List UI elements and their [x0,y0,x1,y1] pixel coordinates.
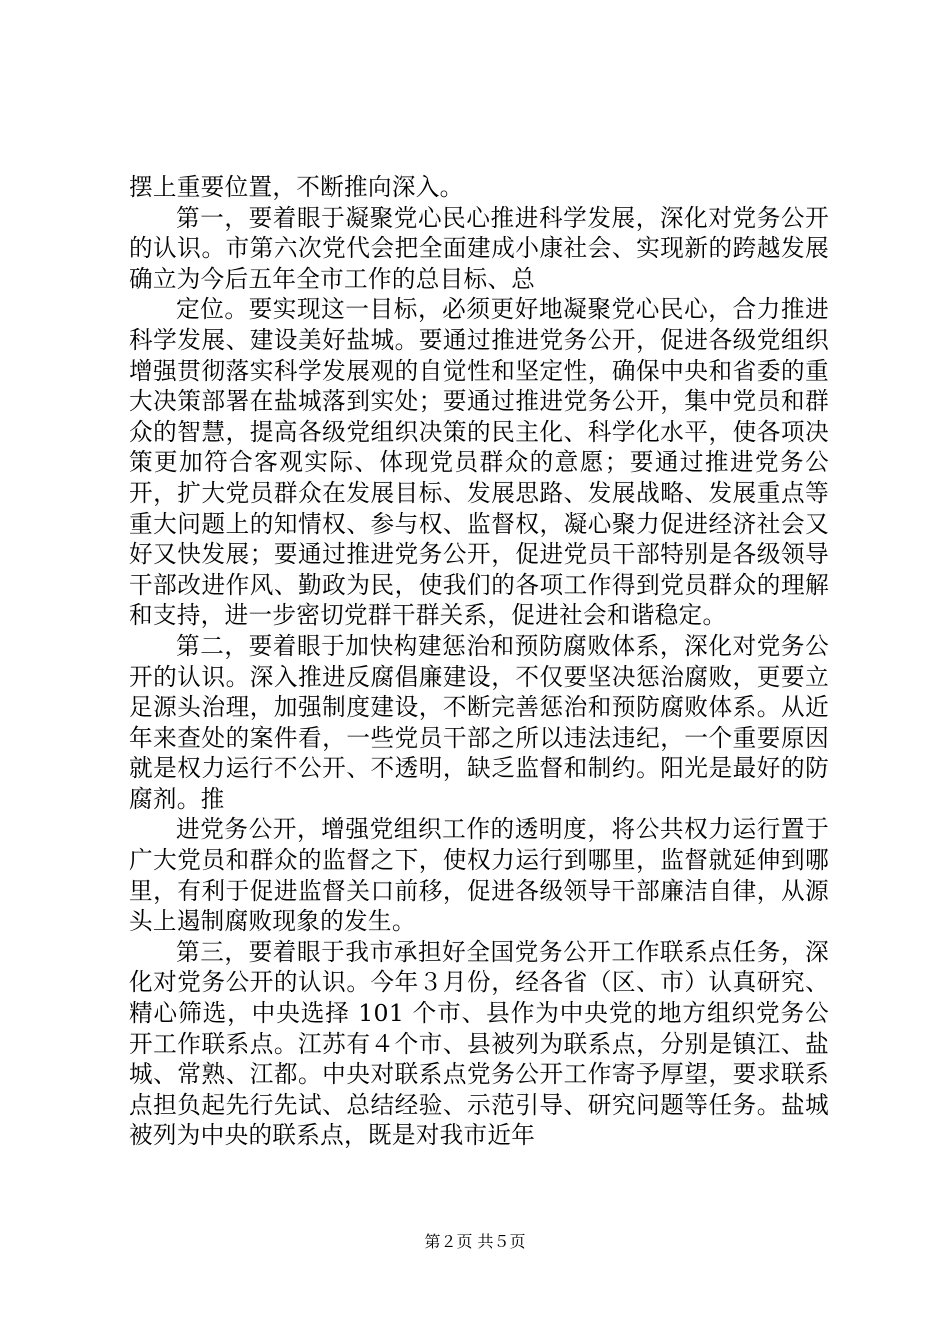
paragraph: 进党务公开，增强党组织工作的透明度，将公共权力运行置于广大党员和群众的监督之下，使权力运行到哪里，监督就延伸到哪里，有利于促进监督关口前移，促进各级领导干部廉洁自律，从源头上遏制腐败现象的发生。 [129,815,829,936]
paragraph: 第二，要着眼于加快构建惩治和预防腐败体系，深化对党务公开的认识。深入推进反腐倡廉建设，不仅要坚决惩治腐败，更要立足源头治理，加强制度建设，不断完善惩治和预防腐败体系。从近年来查处的案件看，一些党员干部之所以违法违纪，一个重要原因就是权力运行不公开、不透明，缺乏监督和制约。阳光是最好的防腐剂。推 [129,631,829,813]
paragraph: 第三，要着眼于我市承担好全国党务公开工作联系点任务，深化对党务公开的认识。今年３月份，经各省（区、市）认真研究、精心筛选，中央选择 101 个市、县作为中央党的地方组织党务公开工作联系点。江苏有４个市、县被列为联系点，分别是镇江、盐城、常熟、江都。中央对联系点党务公开工作寄予厚望，要求联系点担负起先行先试、总结经验、示范引导、研究问题等任务。盐城被列为中央的联系点，既是对我市近年 [129,937,829,1150]
paragraph: 第一，要着眼于凝聚党心民心推进科学发展，深化对党务公开的认识。市第六次党代会把全面建成小康社会、实现新的跨越发展确立为今后五年全市工作的总目标、总 [129,203,829,293]
paragraph: 定位。要实现这一目标，必须更好地凝聚党心民心，合力推进科学发展、建设美好盐城。要通过推进党务公开，促进各级党组织增强贯彻落实科学发展观的自觉性和坚定性，确保中央和省委的重大决策部署在盐城落到实处；要通过推进党务公开，集中党员和群众的智慧，提高各级党组织决策的民主化、科学化水平，使各项决策更加符合客观实际、体现党员群众的意愿；要通过推进党务公开，扩大党员群众在发展目标、发展思路、发展战略、发展重点等重大问题上的知情权、参与权、监督权，凝心聚力促进经济社会又好又快发展；要通过推进党务公开，促进党员干部特别是各级领导干部改进作风、勤政为民，使我们的各项工作得到党员群众的理解和支持，进一步密切党群干群关系，促进社会和谐稳定。 [129,295,829,630]
document-body [129,172,829,1151]
page-number-footer: 第２页 共５页 [424,1232,526,1251]
paragraph: 摆上重要位置，不断推向深入。 [129,173,464,201]
